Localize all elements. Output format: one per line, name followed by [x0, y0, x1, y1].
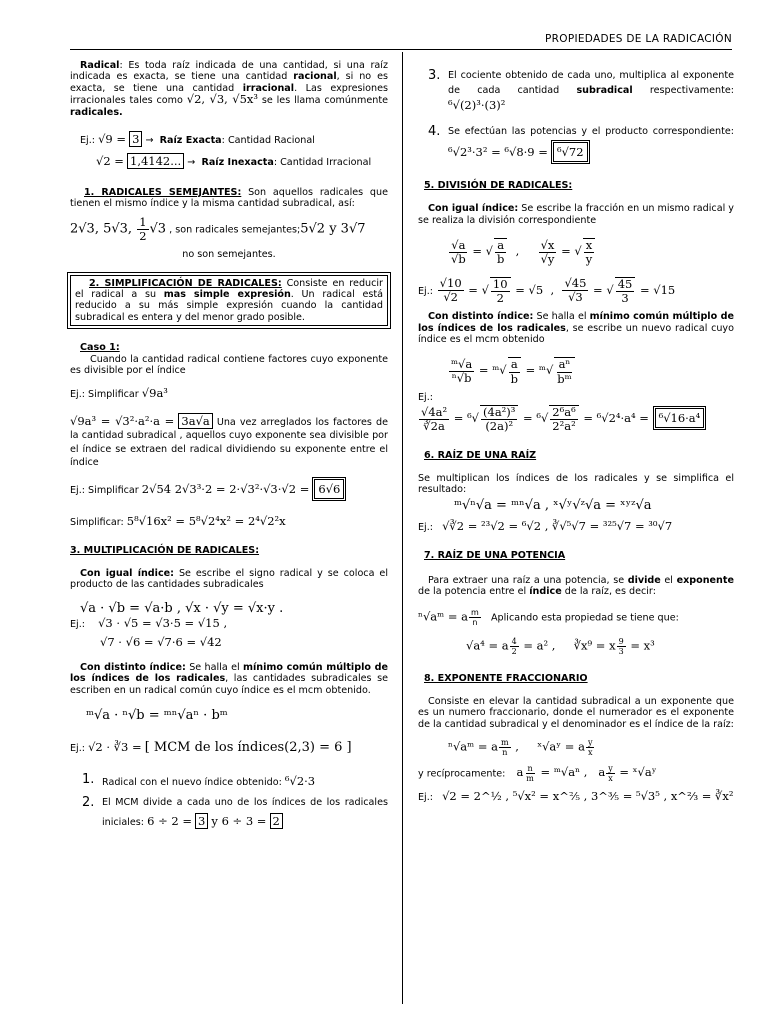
root-of-root-rule: ᵐ√ⁿ√a = ᵐⁿ√a , ˣ√ʸ√ᶻ√a = ˣʸᶻ√a	[454, 497, 652, 513]
division-distinct-example: $\frac{\text{√4a²}}{∛2a}$ = ⁶√ $\frac{\text{(4a²)³}}{\text{(2a)²}}$ = ⁶√ $\frac{\text{2⁶a⁶}}{\text{2²a²}}$ = ⁶√2⁴·a⁴ = ⁶√16·a⁴	[418, 405, 734, 433]
multiplication-equal-index: Con igual índice: Se escribe el signo radical y se coloca el producto de las cantidades subradicales	[70, 567, 388, 591]
root-of-power-examples: √a⁴ = a $\frac{4}{2}$ = a² , ∛x⁹ = x $\frac{9}{3}$ = x³	[466, 637, 655, 657]
step-3: 3. El cociente obtenido de cada uno, multiplica al exponente de cada cantidad subradical respectivamente: ⁶√(2)³·(3)²	[428, 68, 734, 112]
radical-definition: Radical: Es toda raíz indicada de una cantidad, si una raíz indicada es exacta, se tiene una cantidad racional, si no es exacta, se tiene una cantidad irracional. Las expresiones irracionales tales como √2, √3, √5x³ se les llama comúnmente radicales.	[70, 60, 389, 118]
multiplication-examples: Ej.: √3 · √5 = √3·5 = √15 ,	[70, 616, 228, 631]
page-header	[0, 0, 768, 44]
fractional-exponent-text: Consiste en elevar la cantidad subradical a un exponente que es un numero fraccionario, donde el numerador es el exponente de la cantidad subradical y el denominador es el índice de la raíz:	[418, 696, 734, 730]
division-examples: Ej.: $\frac{√10}{√2}$ = √ $\frac{10}{2}$ = √5 , $\frac{√45}{√3}$ = √ $\frac{45}{3}$ = √15	[418, 276, 676, 305]
step-1: 1. Radical con el nuevo índice obtenido: ⁶√2·3	[82, 772, 316, 789]
section-multiplication-title: 3. MULTIPLICACIÓN DE RADICALES:	[70, 544, 260, 556]
case-1-title: Caso 1:	[80, 342, 120, 354]
multiplication-distinct-rule: ᵐ√a · ⁿ√b = ᵐⁿ√aⁿ · bᵐ	[86, 708, 228, 724]
page-title: PROPIEDADES DE LA RADICACIÓN	[545, 33, 732, 45]
root-of-power-rule: ⁿ√aᵐ = a $\frac{m}{n}$ Aplicando esta propiedad se tiene que:	[418, 607, 679, 628]
root-of-power-text: Para extraer una raíz a una potencia, se divide el exponente de la potencia entre el índice de la raíz, es decir:	[418, 575, 734, 598]
division-distinct-rule: $\frac{\text{ᵐ√a}}{\text{ⁿ√b}}$ = ᵐ√ $\frac{a}{b}$ = ᵐ√ $\frac{\text{aⁿ}}{\text{bᵐ}}$	[448, 357, 734, 385]
simplify-example-3: Simplificar: 5⁸√16x² = 5⁸√2⁴x² = 2⁴√2²x	[70, 514, 286, 529]
simplify-example-2: Ej.: Simplificar 2√54 2√3³·2 = 2·√3²·√3·√2 = 6√6	[70, 484, 388, 496]
multiplication-example-b: √7 · √6 = √7·6 = √42	[100, 634, 222, 649]
multiplication-distinct-example: Ej.: √2 · ∛3 = [ MCM de los índices(2,3) = 6 ]	[70, 739, 352, 755]
column-divider	[402, 52, 403, 1004]
simplification-box: 2. SIMPLIFICACIÓN DE RADICALES: Consiste en reducir el radical a su mas simple expresión. Un radical está reducido a su más simple expresión cuando la cantidad subradical es entera y del menor grado posible.	[70, 275, 388, 327]
division-distinct-example-label: Ej.:	[418, 391, 434, 403]
right-column	[418, 68, 734, 803]
example-inexact-root: √2 = 1,4142... → Raíz Inexacta: Cantidad Irracional	[96, 154, 372, 169]
example-exact-root: Ej.: √9 = 3 → Raíz Exacta: Cantidad Racional	[80, 132, 315, 147]
section-similar-radicals: 1. RADICALES SEMEJANTES: Son aquellos radicales que tienen el mismo índice y la misma cantidad subradical, así:	[70, 186, 388, 210]
similar-radicals-tail: no son semejantes.	[182, 249, 276, 261]
division-equal-index: Con igual índice: Se escribe la fracción en un mismo radical y se realiza la división correspondiente	[418, 203, 734, 226]
step-4: 4. Se efectúan las potencias y el producto correspondiente: ⁶√2³·3² = ⁶√8·9 = ⁶√72	[428, 122, 734, 164]
fractional-exponent-rule: ⁿ√aᵐ = a $\frac{m}{n}$ , ˣ√aʸ = a $\frac{y}{x}$	[448, 738, 593, 758]
multiplication-steps	[82, 774, 388, 832]
fractional-exponent-example: Ej.: √2 = 2^½ , ⁵√x² = x^⅖ , 3^⅗ = ⁵√3⁵ , x^⅔ = ∛x²	[418, 788, 734, 803]
section-root-of-power-title: 7. RAÍZ DE UNA POTENCIA	[424, 549, 566, 561]
fractional-exponent-reciprocal: y recíprocamente: a $\frac{n}{m}$ = ᵐ√aⁿ , a $\frac{y}{x}$ = ˣ√aʸ	[418, 763, 657, 783]
simplify-example-1-result: √9a³ = √3²·a²·a = 3a√a Una vez arreglados los factores de la cantidad subradical , aquellos cuyo exponente sea divisible por el índice se extraen del radical dividiendo su exponente entre el índice	[70, 413, 388, 469]
multiplication-rule: √a · √b = √a·b , √x · √y = √x·y .	[80, 600, 284, 616]
header-rule	[70, 49, 732, 50]
case-1-text: Cuando la cantidad radical contiene factores cuyo exponente es divisible por el índice	[70, 353, 388, 376]
similar-radicals-expr: 2√3, 5√3, $\frac{1}{2}$ √3 , son radicales semejantes;5√2 y 3√7	[70, 214, 366, 243]
step-2: 2. El MCM divide a cada uno de los índices de los radicales iniciales: 6 ÷ 2 = 3 y 6 ÷ 3 = 2	[82, 795, 388, 829]
left-column	[70, 60, 388, 832]
section-division-title: 5. DIVISIÓN DE RADICALES:	[424, 180, 573, 191]
multiplication-distinct-index: Con distinto índice: Se halla el mínimo común múltiplo de los índices de los radicales, las cantidades subradicales se escriben en un radical común cuyo índice es el mcm obtenido.	[70, 662, 388, 696]
division-rule: $\frac{√a}{√b}$ = √ $\frac{a}{b}$ , $\frac{√x}{√y}$ = √ $\frac{x}{y}$	[448, 238, 734, 266]
section-root-of-root-title: 6. RAÍZ DE UNA RAÍZ	[424, 449, 537, 461]
root-of-root-text: Se multiplican los índices de los radicales y se simplifica el resultado:	[418, 473, 734, 496]
root-of-root-example: Ej.: √∛2 = ²³√2 = ⁶√2 , ∛√⁵√7 = ³²⁵√7 = ³⁰√7	[418, 519, 673, 534]
division-distinct-index: Con distinto índice: Se halla el mínimo común múltiplo de los índices de los radicales, se escribe un nuevo radical cuyo índice es el mcm obtenido	[418, 311, 734, 345]
simplify-example-1: Ej.: Simplificar √9a³	[70, 386, 168, 401]
section-fractional-exponent-title: 8. EXPONENTE FRACCIONARIO	[424, 672, 588, 684]
